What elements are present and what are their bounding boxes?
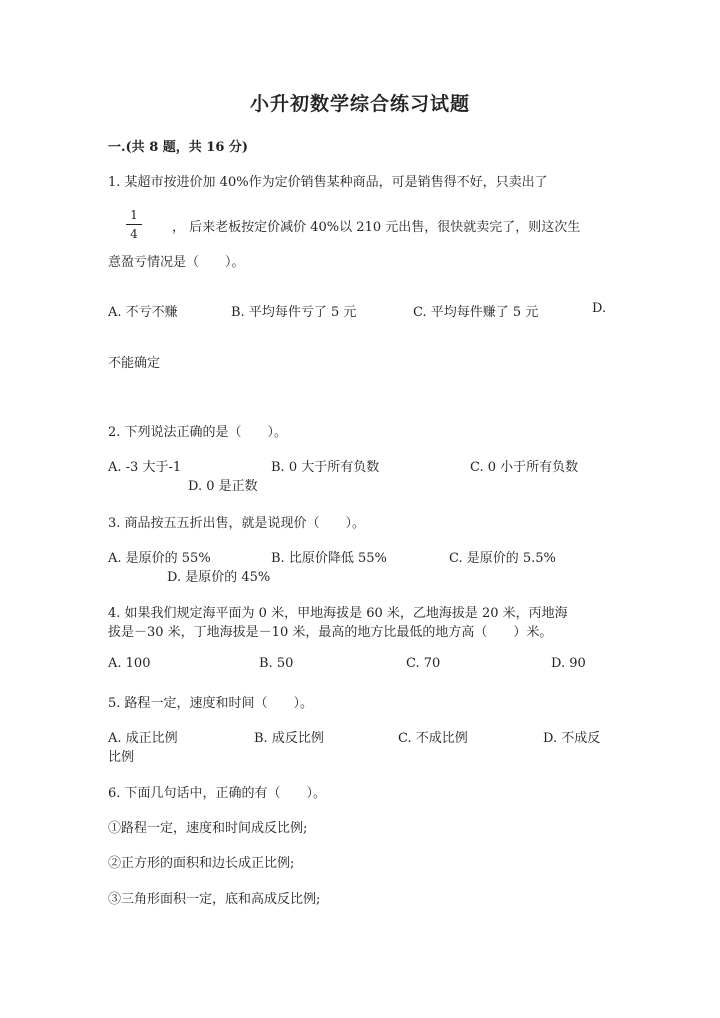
q2-option-a: A. -3 大于-1 xyxy=(108,460,182,475)
q5-option-a: A. 成正比例 xyxy=(108,731,178,746)
q6-statement-2: ②正方形的面积和边长成正比例; xyxy=(108,856,295,871)
q3-option-a: A. 是原价的 55% xyxy=(108,551,211,566)
q4-line2: 拔是－30 米，丁地海拔是－10 米，最高的地方比最低的地方高（ ）米。 xyxy=(108,625,553,640)
q1-option-d-continued: 不能确定 xyxy=(108,356,161,371)
q5-option-b: B. 成反比例 xyxy=(254,731,324,746)
q5-option-d: D. 不成反 xyxy=(543,731,601,746)
q5-stem: 5. 路程一定，速度和时间（ ）。 xyxy=(108,696,314,711)
page-title: 小升初数学综合练习试题 xyxy=(249,93,470,115)
q6-statement-1: ①路程一定，速度和时间成反比例; xyxy=(108,821,308,836)
q4-option-d: D. 90 xyxy=(551,656,586,671)
q1-option-b: B. 平均每件亏了 5 元 xyxy=(231,305,357,320)
q1-option-a: A. 不亏不赚 xyxy=(108,305,178,320)
q4-option-b: B. 50 xyxy=(259,656,294,671)
q4-option-a: A. 100 xyxy=(108,656,151,671)
q2-option-d: D. 0 是正数 xyxy=(188,479,258,494)
q2-option-c: C. 0 小于所有负数 xyxy=(470,460,579,475)
q2-stem: 2. 下列说法正确的是（ ）。 xyxy=(108,425,288,440)
q3-option-b: B. 比原价降低 55% xyxy=(271,551,387,566)
q1-line2: ， 后来老板按定价减价 40%以 210 元出售，很快就卖完了，则这次生 xyxy=(172,220,581,235)
q6-stem: 6. 下面几句话中，正确的有（ ）。 xyxy=(108,786,327,801)
q2-option-b: B. 0 大于所有负数 xyxy=(271,460,380,475)
q5-option-c: C. 不成比例 xyxy=(398,731,468,746)
q1-line3: 意盈亏情况是（ ）。 xyxy=(108,255,245,270)
q3-option-d: D. 是原价的 45% xyxy=(167,570,271,585)
q4-option-c: C. 70 xyxy=(406,656,441,671)
section-heading: 一.(共 8 题，共 16 分) xyxy=(108,140,249,155)
q3-option-c: C. 是原价的 5.5% xyxy=(449,551,556,566)
q4-line1: 4. 如果我们规定海平面为 0 米，甲地海拔是 60 米，乙地海拔是 20 米，丙地海 xyxy=(108,606,568,621)
q1-fraction xyxy=(126,208,142,241)
q1-fraction-denominator: 4 xyxy=(130,227,138,241)
q1-line1: 1. 某超市按进价加 40%作为定价销售某种商品，可是销售得不好，只卖出了 xyxy=(108,175,548,190)
fraction-bar xyxy=(126,224,142,225)
q3-stem: 3. 商品按五五折出售，就是说现价（ ）。 xyxy=(108,516,366,531)
q1-option-c: C. 平均每件赚了 5 元 xyxy=(413,305,539,320)
q1-fraction-numerator: 1 xyxy=(130,208,138,222)
q5-option-d-continued: 比例 xyxy=(108,750,135,765)
q1-option-d: D. xyxy=(592,301,607,316)
q6-statement-3: ③三角形面积一定，底和高成反比例; xyxy=(108,892,321,907)
